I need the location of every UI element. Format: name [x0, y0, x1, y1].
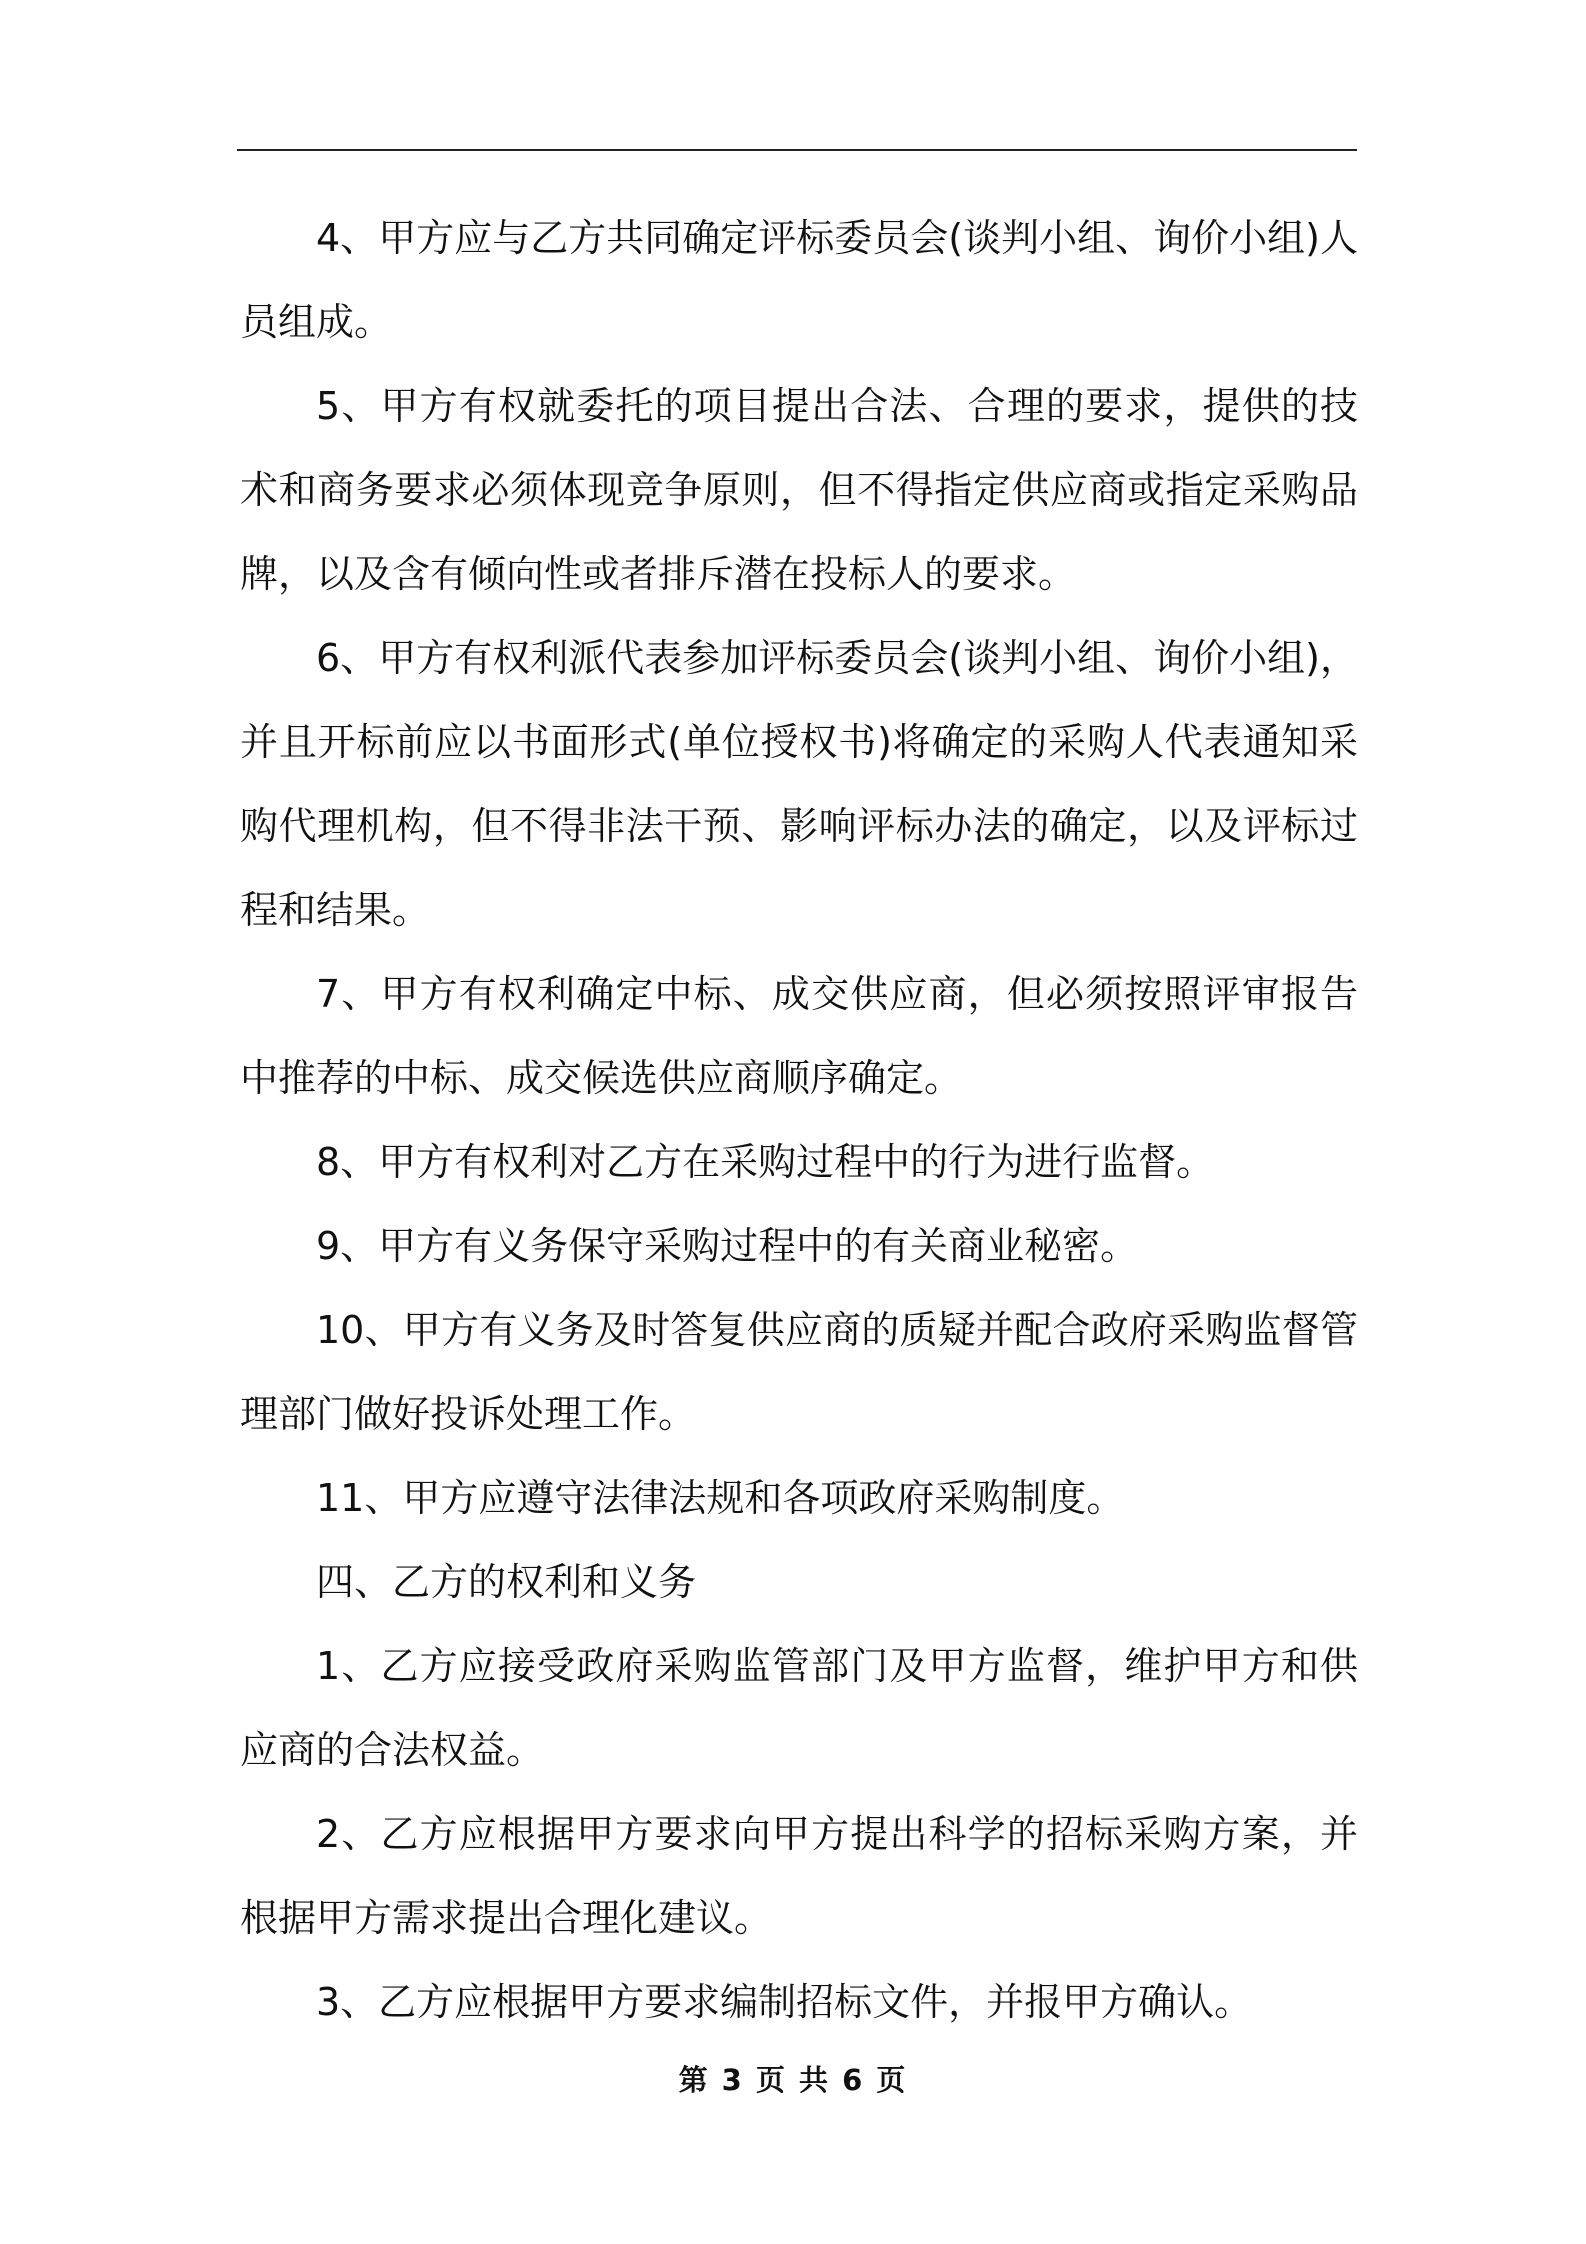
paragraph-b2: 2、乙方应根据甲方要求向甲方提出科学的招标采购方案，并根据甲方需求提出合理化建议。 — [240, 1812, 1358, 1940]
paragraph-8: 8、甲方有权利对乙方在采购过程中的行为进行监督。 — [316, 1140, 1215, 1184]
paragraph-4: 4、甲方应与乙方共同确定评标委员会(谈判小组、询价小组)人员组成。 — [240, 216, 1358, 344]
paragraph-5: 5、甲方有权就委托的项目提出合法、合理的要求，提供的技术和商务要求必须体现竞争原则，但不得指定供应商或指定采购品牌，以及含有倾向性或者排斥潜在投标人的要求。 — [240, 384, 1358, 596]
header-divider — [237, 149, 1357, 151]
document-body — [240, 196, 1358, 2044]
page-number: 第 3 页 共 6 页 — [678, 2063, 908, 2097]
paragraph-6: 6、甲方有权利派代表参加评标委员会(谈判小组、询价小组)，并且开标前应以书面形式(单位授权书)将确定的采购人代表通知采购代理机构，但不得非法干预、影响评标办法的确定，以及评标过程和结果。 — [240, 636, 1358, 932]
page-footer — [0, 2058, 1586, 2099]
paragraph-10: 10、甲方有义务及时答复供应商的质疑并配合政府采购监督管理部门做好投诉处理工作。 — [240, 1308, 1358, 1436]
section-heading-party-b: 四、乙方的权利和义务 — [316, 1560, 697, 1604]
paragraph-7: 7、甲方有权利确定中标、成交供应商，但必须按照评审报告中推荐的中标、成交候选供应商顺序确定。 — [240, 972, 1358, 1100]
paragraph-b3: 3、乙方应根据甲方要求编制招标文件，并报甲方确认。 — [316, 1980, 1253, 2024]
paragraph-b1: 1、乙方应接受政府采购监管部门及甲方监督，维护甲方和供应商的合法权益。 — [240, 1644, 1358, 1772]
paragraph-9: 9、甲方有义务保守采购过程中的有关商业秘密。 — [316, 1224, 1139, 1268]
paragraph-11: 11、甲方应遵守法律法规和各项政府采购制度。 — [316, 1476, 1125, 1520]
